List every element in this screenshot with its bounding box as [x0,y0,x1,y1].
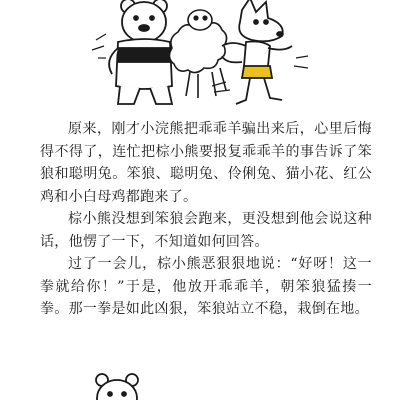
story-text [40,118,372,321]
story-illustration-bottom [0,368,400,400]
motion-lines [92,34,106,58]
story-illustration-top [0,0,400,112]
paragraph-3: 过了一会儿，棕小熊恶狠狠地说：“好呀！这一拳就给你！”于是，他放开乖乖羊，朝笨狼猛揍一拳。那一拳是如此凶狠，笨狼站立不稳，栽倒在地。 [40,256,372,317]
paragraph-1: 原来，刚才小浣熊把乖乖羊骗出来后，心里后悔得不得了，连忙把棕小熊要报复乖乖羊的事告诉了笨狼和聪明兔。笨狼、聪明兔、伶俐兔、猫小花、红公鸡和小白母鸡都跑来了。 [40,121,372,205]
wolf-figure [222,0,292,104]
bear-head-peek [96,374,138,400]
paragraph-2: 棕小熊没想到笨狼会跑来，更没想到他会说这种话，他愣了一下，不知道如何回答。 [40,211,372,250]
